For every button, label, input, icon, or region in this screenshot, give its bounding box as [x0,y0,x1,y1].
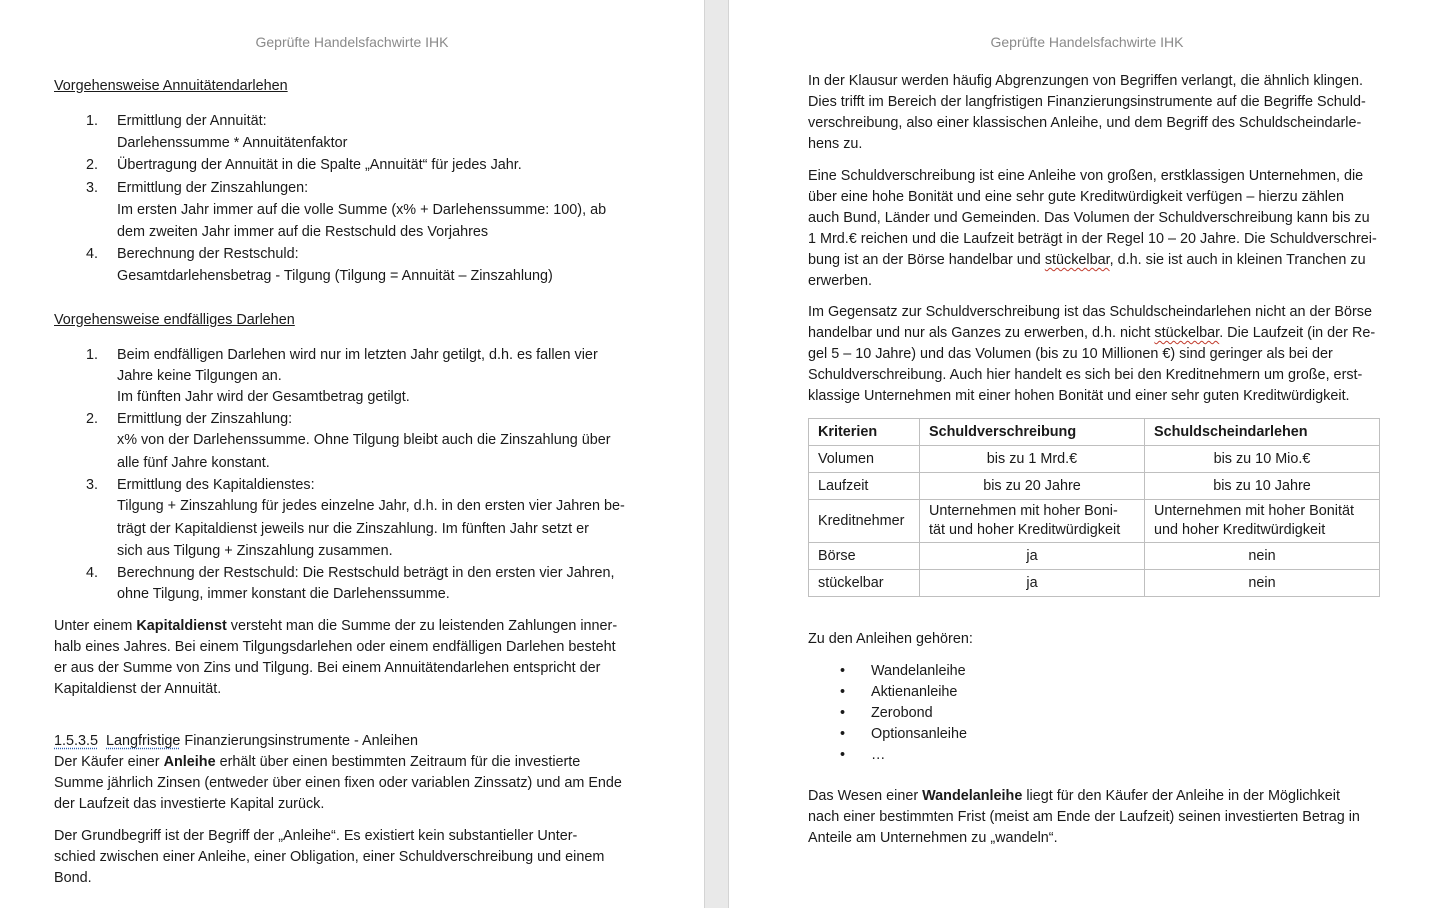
text-span: liegt für den Käufer der Anleihe in der Möglichkeit [1022,788,1340,804]
paragraph-line: Der Grundbegriff ist der Begriff der „Anleihe“. Es existiert kein substantieller Unter- [54,828,578,844]
list-line: Im ersten Jahr immer auf die volle Summe (x% + Darlehenssumme: 100), ab [117,202,607,218]
list-item [54,244,628,287]
section-heading-anleihen [54,731,628,752]
bold-term: Anleihe [163,754,216,770]
cell-line: Unternehmen mit hoher Boni- [929,503,1118,519]
list-number: 1. [86,347,99,363]
table-header-cell: Schuldverschreibung [920,419,1145,446]
annuity-steps-list [54,111,628,287]
paragraph-line: Anteile am Unternehmen zu „wandeln“. [808,830,1058,846]
list-line: trägt der Kapitaldienst jeweils nur die Zinszahlung. Im fünften Jahr setzt er [117,521,589,537]
table-cell: bis zu 20 Jahre [920,473,1145,500]
list-line: Gesamtdarlehensbetrag - Tilgung (Tilgung = Annuität – Zinszahlung) [117,268,553,284]
text-span: Das Wesen einer [808,788,923,804]
list-item-label: Wandelanleihe [871,663,966,679]
table-cell: Börse [809,543,920,570]
paragraph-line: Im Gegensatz zur Schuldverschreibung ist das Schuldscheindarlehen nicht an der Börse [808,304,1372,320]
table-cell: Volumen [809,446,920,473]
list-item [808,724,1380,745]
comparison-table [808,418,1380,597]
list-line: Darlehenssumme * Annuitätenfaktor [117,135,348,151]
paragraph-line: schied zwischen einer Anleihe, einer Obligation, einer Schuldverschreibung und einem [54,849,605,865]
section-number: 1.5.3.5 [54,733,99,749]
paragraph-line: Kapitaldienst der Annuität. [54,681,222,697]
paragraph-line: Schuldverschreibung. Auch hier handelt es sich bei den Kreditnehmern um große, erst- [808,367,1363,383]
list-line: ohne Tilgung, immer konstant die Darlehenssumme. [117,586,450,602]
list-item [54,111,628,154]
table-cell: Kreditnehmer [809,500,920,543]
paragraph-line: nach einer bestimmten Frist (meist am Ende der Laufzeit) seinen investierten Betrag in [808,809,1360,825]
list-line: sich aus Tilgung + Zinszahlung zusammen. [117,543,393,559]
table-row [809,446,1380,473]
cell-line: und hoher Kreditwürdigkeit [1154,522,1326,538]
anleihen-list [808,661,1380,766]
section-heading-bullet-loan: Vorgehensweise endfälliges Darlehen [54,312,295,328]
page-content [54,76,628,889]
table-cell [1145,500,1380,543]
paragraph-line: über eine hohe Bonität und eine sehr gute Kreditwürdigkeit verfügen – hierzu zählen [808,189,1345,205]
spellcheck-word: stückelbar [1154,325,1220,341]
table-cell: bis zu 10 Jahre [1145,473,1380,500]
list-item-label: Zerobond [871,705,933,721]
paragraph-line: klassige Unternehmen mit einer hohen Bonität und einer sehr guten Kreditwürdigkeit. [808,388,1350,404]
list-line: alle fünf Jahre konstant. [117,455,270,471]
table-header-row [809,419,1380,446]
list-line: Tilgung + Zinszahlung für jedes einzelne Jahr, d.h. in den ersten vier Jahren be- [117,498,625,514]
text-span: bung ist an der Börse handelbar und [808,252,1045,268]
bullet-loan-steps-list [54,345,628,605]
paragraph-grundbegriff [54,826,628,889]
list-item [54,563,628,605]
paragraph-line: erwerben. [808,273,872,289]
text-span: , d.h. sie ist auch in kleinen Tranchen zu [1109,252,1366,268]
list-line: Ermittlung der Annuität: [117,113,267,129]
list-line: x% von der Darlehenssumme. Ohne Tilgung bleibt auch die Zinszahlung über [117,432,611,448]
table-cell: ja [920,570,1145,597]
text-span: Unter einem [54,618,137,634]
bullet-icon: • [840,726,846,742]
table-cell: stückelbar [809,570,920,597]
list-item [54,345,628,408]
text-span: . Die Laufzeit (in der Re- [1219,325,1376,341]
paragraph-line [54,752,628,773]
paragraph-line: 1 Mrd.€ reichen und die Laufzeit beträgt in der Regel 10 – 20 Jahre. Die Schuldverschrei- [808,231,1377,247]
page-content [808,71,1380,849]
page-right [729,0,1445,908]
paragraph-line: auch Bund, Länder und Gemeinden. Das Volumen der Schuldverschreibung kann bis zu [808,210,1370,226]
list-item [54,475,628,562]
table-row [809,543,1380,570]
bullet-icon: • [840,684,846,700]
text-span: Der Käufer einer [54,754,164,770]
paragraph-line [808,323,1380,344]
table-cell: nein [1145,570,1380,597]
paragraph-line: Summe jährlich Zinsen (entweder über einen fixen oder variablen Zinssatz) und am Ende [54,775,622,791]
table-cell: bis zu 1 Mrd.€ [920,446,1145,473]
paragraph-schuldschein [808,302,1380,407]
bold-term: Kapitaldienst [136,618,227,634]
cell-line: Unternehmen mit hoher Bonität [1154,503,1354,519]
paragraph-line: verschreibung, also einer klassischen Anleihe, und dem Begriff des Schuldscheindarle- [808,115,1362,131]
table-cell: Laufzeit [809,473,920,500]
list-line: Jahre keine Tilgungen an. [117,368,282,384]
paragraph-wandelanleihe [808,786,1380,849]
text-span: handelbar und nur als Ganzes zu erwerben, d.h. nicht [808,325,1155,341]
paragraph-kapitaldienst [54,616,628,700]
table-header-cell: Kriterien [809,419,920,446]
bold-term: Wandelanleihe [922,788,1023,804]
bullet-icon: • [840,705,846,721]
page-gutter [704,0,729,908]
text-span: erhält über einen bestimmten Zeitraum für die investierte [215,754,581,770]
paragraph-line: er aus der Summe von Zins und Tilgung. Bei einem Annuitätendarlehen entspricht der [54,660,601,676]
list-line: Berechnung der Restschuld: [117,246,299,262]
list-number: 2. [86,157,99,173]
cell-line: tät und hoher Kreditwürdigkeit [929,522,1121,538]
paragraph-line [54,616,628,637]
list-number: 3. [86,477,99,493]
bullet-icon: • [840,747,846,763]
list-number: 3. [86,180,99,196]
section-heading-annuity: Vorgehensweise Annuitätendarlehen [54,78,288,94]
list-item [54,178,628,243]
list-line: Ermittlung der Zinszahlungen: [117,180,309,196]
table-cell: ja [920,543,1145,570]
table-cell: nein [1145,543,1380,570]
list-item [54,155,628,176]
paragraph-line: der Laufzeit das investierte Kapital zurück. [54,796,325,812]
list-line: Übertragung der Annuität in die Spalte „Annuität“ für jedes Jahr. [117,157,522,173]
list-number: 4. [86,246,99,262]
bullet-icon: • [840,663,846,679]
table-cell [920,500,1145,543]
paragraph-line: Dies trifft im Bereich der langfristigen Finanzierungsinstrumente auf die Begriffe Schuld- [808,94,1366,110]
paragraph-line [808,250,1380,271]
list-item [808,661,1380,682]
list-item [808,745,1380,766]
list-line: dem zweiten Jahr immer auf die Restschuld des Vorjahres [117,224,489,240]
table-row [809,473,1380,500]
page-left [0,0,704,908]
list-item [808,703,1380,724]
text-span: versteht man die Summe der zu leistenden Zahlungen inner- [226,618,618,634]
paragraph-anleihe [54,752,628,815]
section-title-word: Langfristige [106,733,181,749]
page-header: Geprüfte Handelsfachwirte IHK [990,34,1184,50]
list-item [54,409,628,474]
table-cell: bis zu 10 Mio.€ [1145,446,1380,473]
list-item-label: … [871,747,886,763]
list-line: Im fünften Jahr wird der Gesamtbetrag getilgt. [117,389,410,405]
list-line: Ermittlung des Kapitaldienstes: [117,477,315,493]
list-line: Berechnung der Restschuld: Die Restschuld beträgt in den ersten vier Jahren, [117,565,615,581]
list-item-label: Optionsanleihe [871,726,968,742]
spellcheck-word: stückelbar [1044,252,1110,268]
section-title-rest: Finanzierungsinstrumente - Anleihen [180,733,419,749]
list-item-label: Aktienanleihe [871,684,958,700]
paragraph-klausur [808,71,1380,155]
paragraph-line: halb eines Jahres. Bei einem Tilgungsdarlehen oder einem endfälligen Darlehen besteht [54,639,616,655]
paragraph-line: Bond. [54,870,92,886]
paragraph-schuldverschreibung [808,166,1380,292]
list-line: Ermittlung der Zinszahlung: [117,411,293,427]
table-header-cell: Schuldscheindarlehen [1145,419,1380,446]
paragraph-line: gel 5 – 10 Jahre) und das Volumen (bis zu 10 Millionen €) sind geringer als bei der [808,346,1333,362]
paragraph-line: In der Klausur werden häufig Abgrenzungen von Begriffen verlangt, die ähnlich klingen. [808,73,1363,89]
list-item [808,682,1380,703]
anleihen-intro: Zu den Anleihen gehören: [808,631,973,647]
list-number: 1. [86,113,99,129]
list-number: 4. [86,565,99,581]
page-header: Geprüfte Handelsfachwirte IHK [255,34,449,50]
table-row [809,500,1380,543]
list-number: 2. [86,411,99,427]
list-line: Beim endfälligen Darlehen wird nur im letzten Jahr getilgt, d.h. es fallen vier [117,347,598,363]
paragraph-line: hens zu. [808,136,863,152]
paragraph-line [808,786,1380,807]
table-row [809,570,1380,597]
paragraph-line: Eine Schuldverschreibung ist eine Anleihe von großen, erstklassigen Unternehmen, die [808,168,1364,184]
